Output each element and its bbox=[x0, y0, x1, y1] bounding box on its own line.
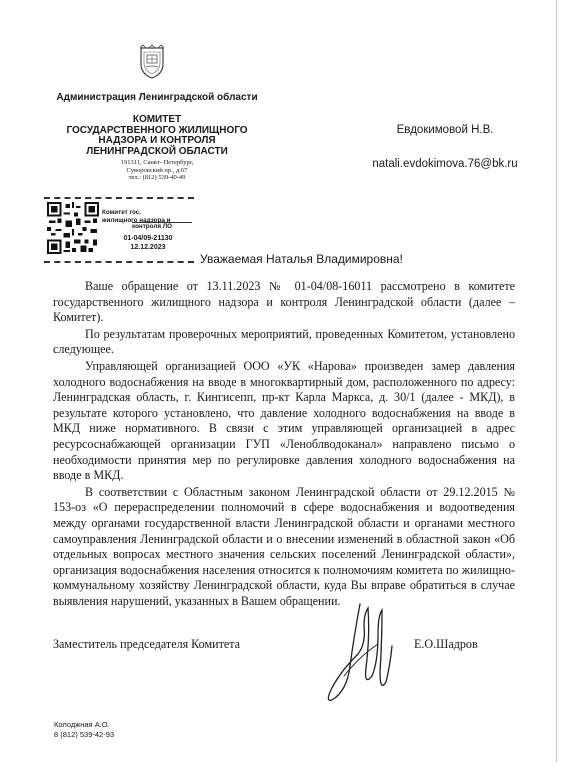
administration-name: Администрация Ленинградской области bbox=[56, 92, 258, 103]
stamp-line: Комитет гос. bbox=[102, 209, 142, 216]
committee-name bbox=[52, 115, 262, 157]
stamp-date: 12.12.2023 bbox=[130, 243, 166, 251]
address-line: тел.: (812) 539-40-49 bbox=[128, 174, 186, 181]
signer-title: Заместитель председателя Комитета bbox=[53, 637, 241, 651]
address-line: 191311, Санкт- Петербург, bbox=[120, 159, 194, 166]
executor-phone: 8 (812) 539-42-93 bbox=[54, 730, 115, 739]
coat-of-arms-icon bbox=[137, 44, 167, 80]
greeting: Уважаемая Наталья Владимировна! bbox=[200, 252, 403, 266]
committee-address bbox=[52, 159, 262, 182]
body-paragraph: По результатам проверочных мероприятий, проведенных Комитетом, установлено следующее. bbox=[53, 326, 515, 357]
committee-line: НАДЗОРА И КОНТРОЛЯ bbox=[98, 135, 216, 146]
recipient-email: natali.evdokimova.76@bk.ru bbox=[372, 158, 518, 170]
organization-header bbox=[52, 92, 262, 182]
registration-stamp bbox=[44, 197, 194, 263]
stamp-line: контроля ЛО bbox=[132, 223, 173, 230]
signer-name: Е.О.Шадров bbox=[414, 637, 478, 651]
stamp-text bbox=[102, 209, 194, 252]
body-paragraph: В соответствии с Областным законом Ленинградской области от 29.12.2015 № 153-оз «О перераспределении полномочий в сфере водоснабжения и водоотведения между органами государственной власти Ленинградской области и органами местного самоуправления Ленинградской области и о внесении изменений в областной закон «Об отдельных вопросах местного значения сельских поселений Ленинградской области», организация водоснабжения населения относится к полномочиям комитета по жилищно-коммунальному хозяйству Ленинградской области, куда Вы вправе обратиться в случае выявления нарушений, указанных в Вашем обращении. bbox=[53, 484, 515, 608]
committee-line: ЛЕНИНГРАДСКОЙ ОБЛАСТИ bbox=[86, 145, 228, 157]
body-paragraph: Управляющей организацией ООО «УК «Нарова» произведен замер давления холодного водоснабжения на вводе в многоквартирный дом, расположенного по адресу: Ленинградская область, г. Кингисепп, пр-кт Карла Маркса, д. 30/1 (далее - МКД), в результате которого установлено, что давление холодного водоснабжения на вводе в МКД ниже нормативного. В связи с этим управляющей организацией в адрес ресурсоснабжающей организации ГУП «Леноблводоканал» направлено письмо о необходимости принятия мер по регулировке давления холодного водоснабжения на вводе в МКД. bbox=[53, 358, 515, 483]
stamp-line: жилищного надзора и bbox=[102, 216, 171, 224]
body-paragraph: Ваше обращение от 13.11.2023 № 01-04/08-16011 рассмотрено в комитете государственного жилищного надзора и контроля Ленинградской области (далее – Комитет). bbox=[53, 279, 515, 325]
handwritten-signature bbox=[320, 596, 410, 706]
stamp-number: 01-04/09-21130 bbox=[123, 234, 173, 242]
executor-name: Колоджная А.О. bbox=[54, 720, 110, 729]
letter-body bbox=[53, 279, 515, 609]
address-line: Суворовский пр., д.67 bbox=[126, 166, 188, 174]
executor-info bbox=[54, 720, 114, 740]
committee-line: ГОСУДАРСТВЕННОГО ЖИЛИЩНОГО bbox=[66, 124, 248, 136]
recipient-block bbox=[345, 124, 545, 170]
qr-code-icon bbox=[47, 202, 99, 254]
page-edge-line bbox=[556, 0, 557, 762]
recipient-name: Евдокимовой Н.В. bbox=[396, 124, 494, 136]
committee-line: КОМИТЕТ bbox=[132, 114, 182, 125]
